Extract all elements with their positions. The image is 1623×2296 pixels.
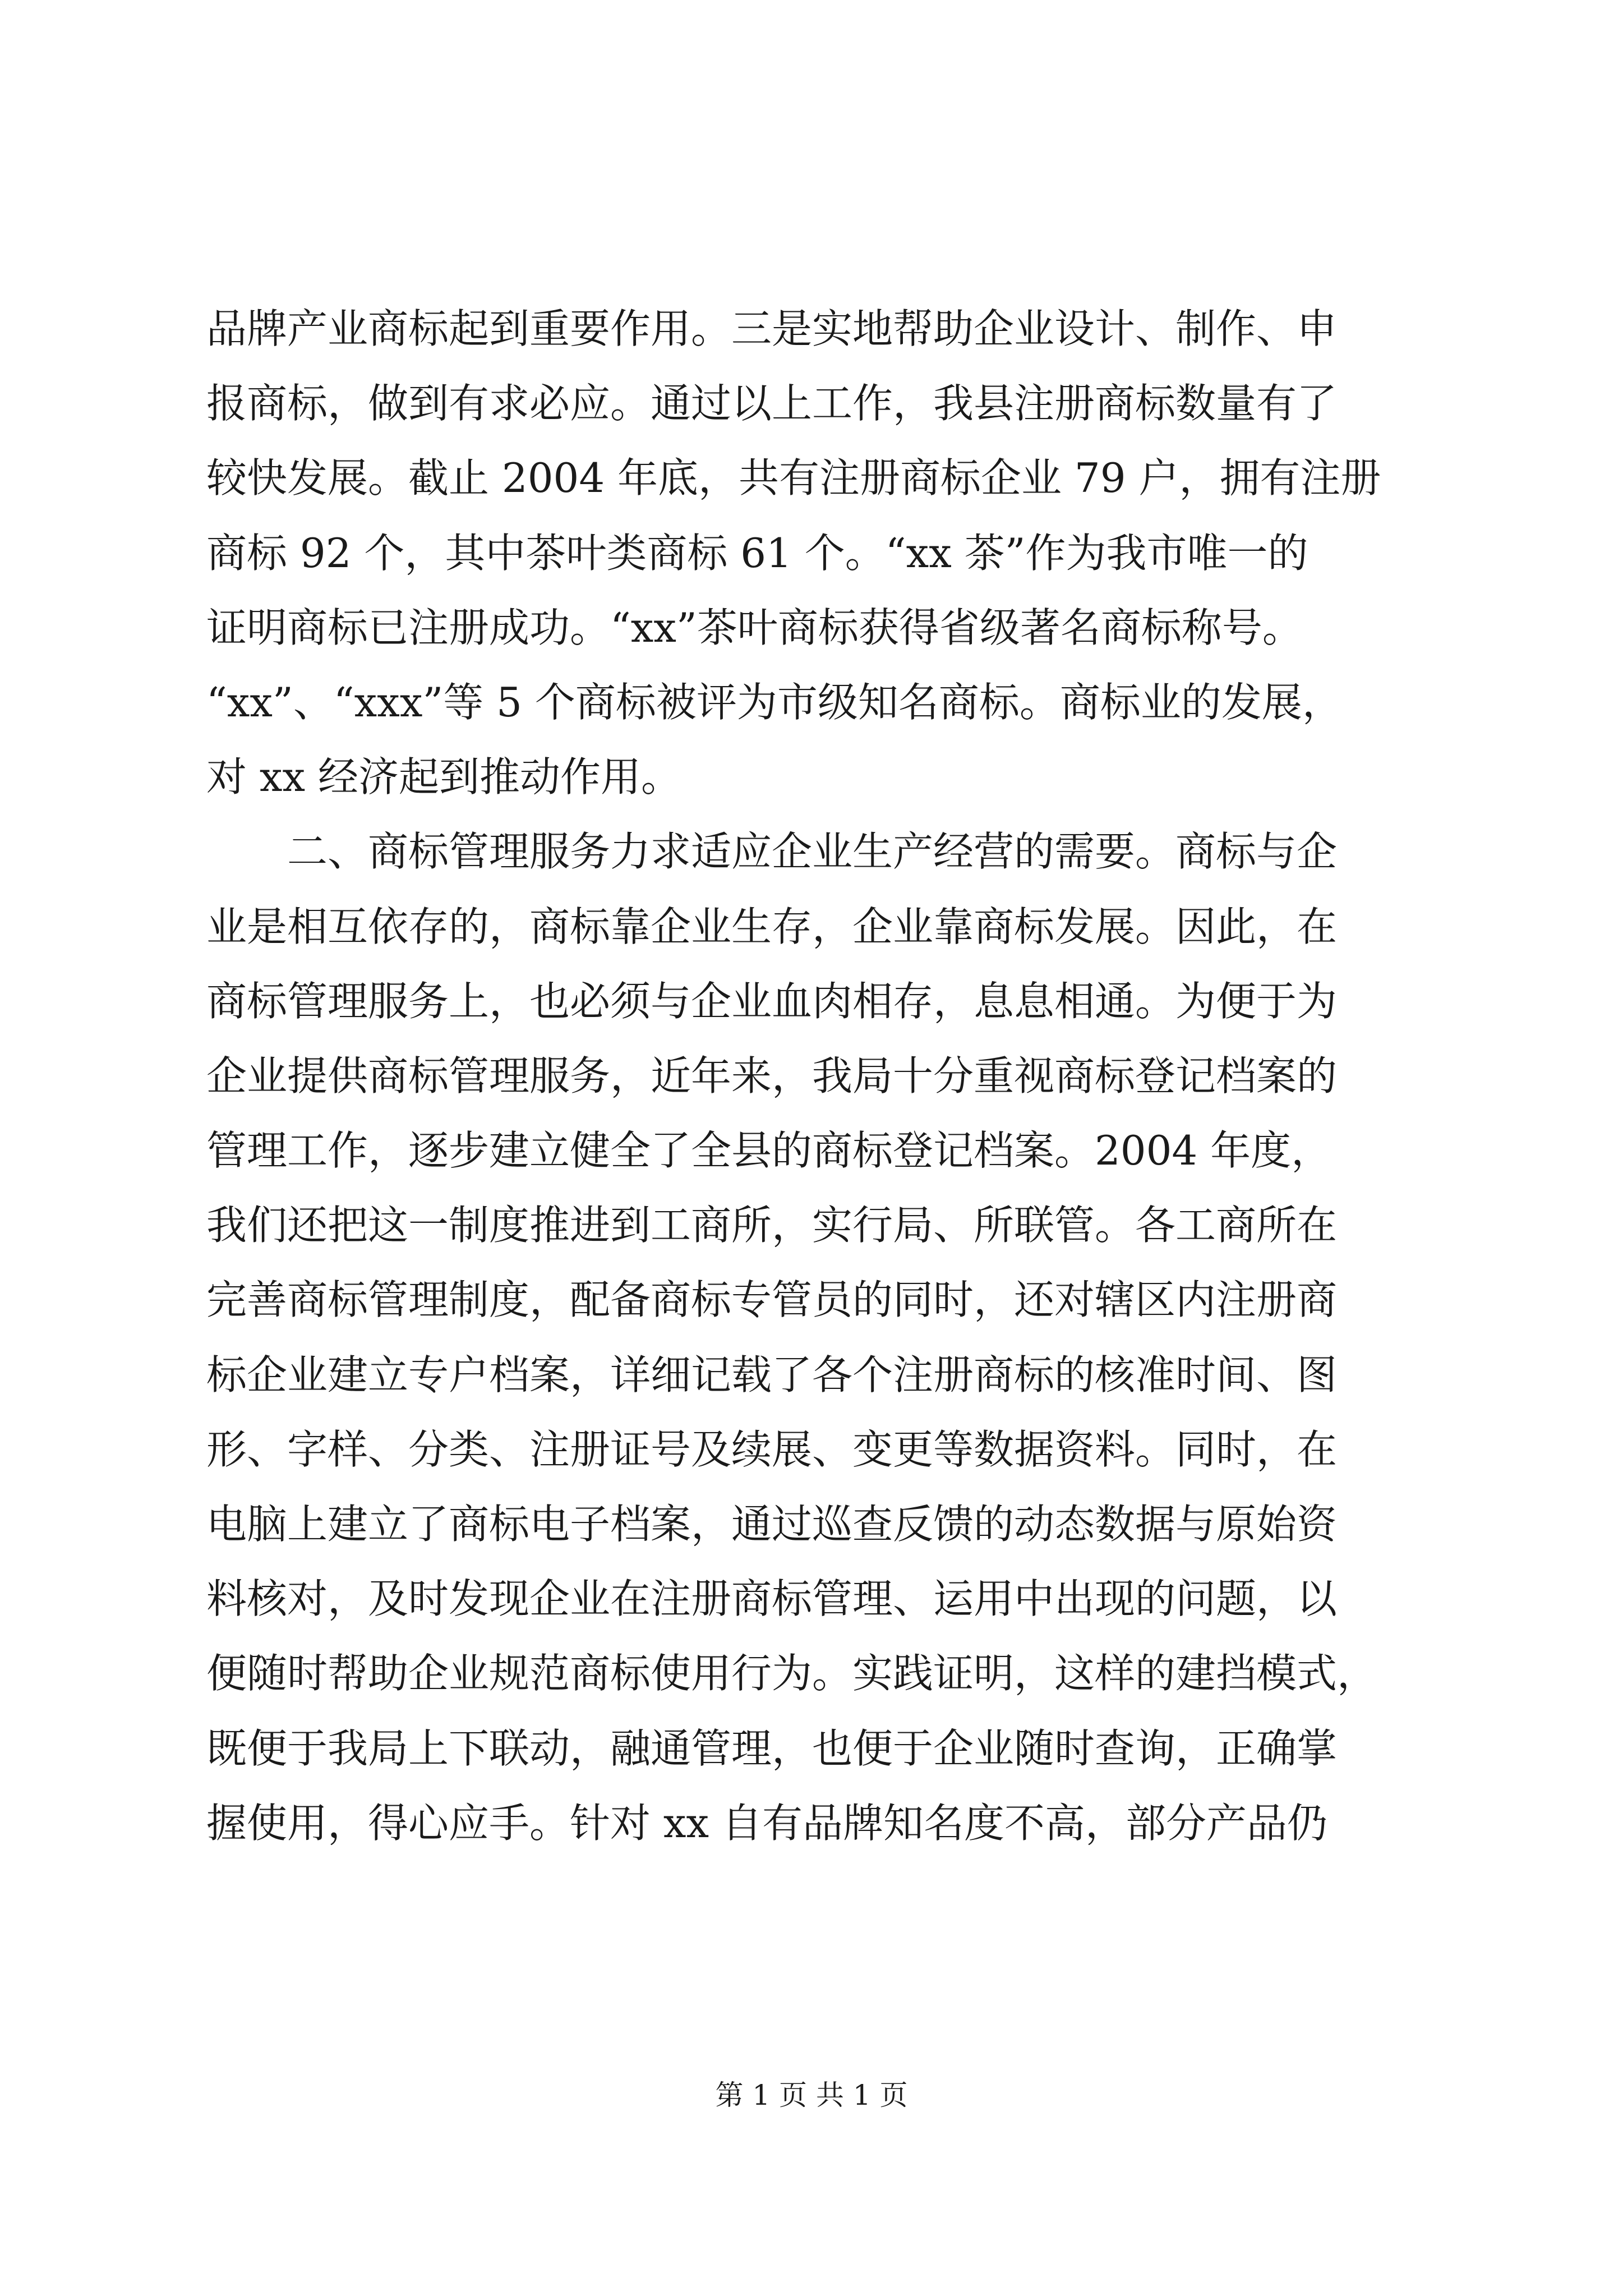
text-line: 电脑上建立了商标电子档案，通过巡查反馈的动态数据与原始资 bbox=[206, 1501, 1338, 1548]
text-line: 较快发展。截止 2004 年底，共有注册商标企业 79 户，拥有注册 bbox=[206, 454, 1381, 502]
text-line: 标企业建立专户档案，详细记载了各个注册商标的核准时间、图 bbox=[206, 1351, 1338, 1398]
text-line: 完善商标管理制度，配备商标专管员的同时，还对辖区内注册商 bbox=[206, 1276, 1338, 1324]
text-line: 对 xx 经济起到推动作用。 bbox=[206, 753, 681, 801]
text-line: 企业提供商标管理服务，近年来，我局十分重视商标登记档案的 bbox=[206, 1052, 1338, 1099]
text-line: 业是相互依存的，商标靠企业生存，企业靠商标发展。因此，在 bbox=[206, 903, 1338, 950]
text-line: “xx”、“xxx”等 5 个商标被评为市级知名商标。商标业的发展， bbox=[206, 678, 1343, 726]
text-line: 报商标，做到有求必应。通过以上工作，我县注册商标数量有了 bbox=[206, 380, 1338, 427]
text-line: 品牌产业商标起到重要作用。三是实地帮助企业设计、制作、申 bbox=[206, 305, 1338, 352]
text-line: 商标 92 个，其中茶叶类商标 61 个。“xx 茶”作为我市唯一的 bbox=[206, 529, 1308, 577]
text-line: 证明商标已注册成功。“xx”茶叶商标获得省级著名商标称号。 bbox=[206, 604, 1303, 651]
text-line: 管理工作，逐步建立健全了全县的商标登记档案。2004 年度， bbox=[206, 1127, 1332, 1175]
page-footer bbox=[0, 2076, 1623, 2115]
body-text bbox=[206, 292, 1418, 1861]
text-line: 既便于我局上下联动，融通管理，也便于企业随时查询，正确掌 bbox=[206, 1724, 1338, 1772]
text-line: 便随时帮助企业规范商标使用行为。实践证明，这样的建挡模式， bbox=[206, 1650, 1378, 1697]
text-line: 我们还把这一制度推进到工商所，实行局、所联管。各工商所在 bbox=[206, 1202, 1338, 1249]
text-line: 料核对，及时发现企业在注册商标管理、运用中出现的问题，以 bbox=[206, 1575, 1338, 1623]
text-line: 二、商标管理服务力求适应企业生产经营的需要。商标与企 bbox=[206, 828, 1338, 876]
page-number: 第 1 页 共 1 页 bbox=[715, 2079, 908, 2111]
text-line: 形、字样、分类、注册证号及续展、变更等数据资料。同时，在 bbox=[206, 1425, 1338, 1473]
text-line: 握使用，得心应手。针对 xx 自有品牌知名度不高，部分产品仍 bbox=[206, 1799, 1327, 1847]
text-line: 商标管理服务上，也必须与企业血肉相存，息息相通。为便于为 bbox=[206, 977, 1338, 1025]
